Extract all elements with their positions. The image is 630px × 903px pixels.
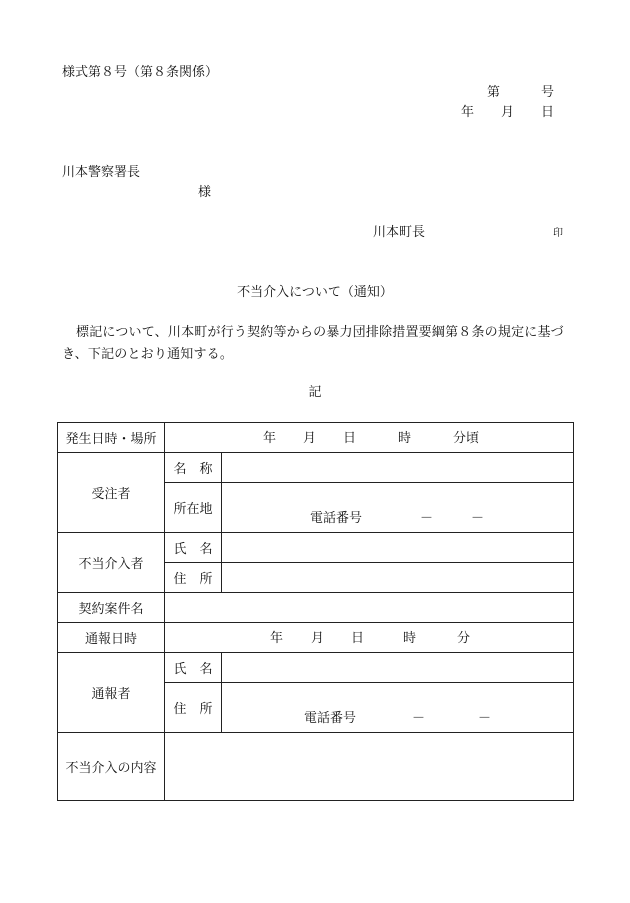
intervener-label: 不当介入者 [58,533,165,593]
notification-table [57,422,574,801]
contractor-phone-dash-2: － [471,511,485,526]
document-title: 不当介入について（通知） [237,285,393,300]
reporter-address-field[interactable] [222,683,574,733]
reporter-name-field[interactable] [222,653,574,683]
content-row [58,733,574,801]
report-hour: 時 [403,631,417,646]
contract-name-row [58,593,574,623]
report-month: 月 [311,631,325,646]
contractor-name-field[interactable] [222,453,574,483]
occurrence-year: 年 [263,431,277,446]
reporter-phone-dash-1: － [412,711,426,726]
contractor-address-field[interactable] [222,483,574,533]
reporter-label: 通報者 [58,653,165,733]
report-day: 日 [351,631,365,646]
intervener-address-label: 住 所 [165,563,222,593]
reporter-phone-dash-2: － [478,711,492,726]
contractor-address-label: 所在地 [165,483,222,533]
occurrence-row [58,423,574,453]
seal-mark: 印 [553,228,563,239]
occurrence-value-cell[interactable] [165,423,574,453]
contractor-name-row [58,453,574,483]
recipient-name: 川本警察署長 [62,165,141,180]
contract-name-field[interactable] [165,593,574,623]
sender-name: 川本町長 [373,225,426,240]
content-label: 不当介入の内容 [58,733,165,801]
report-year: 年 [270,631,284,646]
occurrence-hour: 時 [398,431,412,446]
occurrence-month: 月 [303,431,317,446]
doc-number-dai: 第 [487,85,501,100]
contract-name-label: 契約案件名 [58,593,165,623]
doc-date-month: 月 [501,105,515,120]
recipient-honorific: 様 [198,185,212,200]
contractor-label: 受注者 [58,453,165,533]
report-date-row [58,623,574,653]
occurrence-day: 日 [343,431,357,446]
content-field[interactable] [165,733,574,801]
doc-number-go: 号 [541,85,555,100]
intervener-name-row [58,533,574,563]
reporter-name-label: 氏 名 [165,653,222,683]
reporter-name-row [58,653,574,683]
ki-heading: 記 [308,385,322,400]
doc-date-day: 日 [541,105,555,120]
intervener-name-field[interactable] [222,533,574,563]
report-minute: 分 [457,631,471,646]
report-date-label: 通報日時 [58,623,165,653]
contractor-phone-dash-1: － [420,511,434,526]
contractor-phone-label: 電話番号 [310,511,363,526]
form-label: 様式第８号（第８条関係） [62,65,219,80]
intervener-name-label: 氏 名 [165,533,222,563]
reporter-address-label: 住 所 [165,683,222,733]
report-date-value-cell[interactable] [165,623,574,653]
doc-date-year: 年 [461,105,475,120]
occurrence-minute: 分頃 [453,431,480,446]
body-text: 標記について、川本町が行う契約等からの暴力団排除措置要綱第８条の規定に基づき、下記のとおり通知する。 [62,325,564,362]
reporter-phone-label: 電話番号 [304,711,357,726]
occurrence-label: 発生日時・場所 [58,423,165,453]
contractor-name-label: 名 称 [165,453,222,483]
intervener-address-field[interactable] [222,563,574,593]
